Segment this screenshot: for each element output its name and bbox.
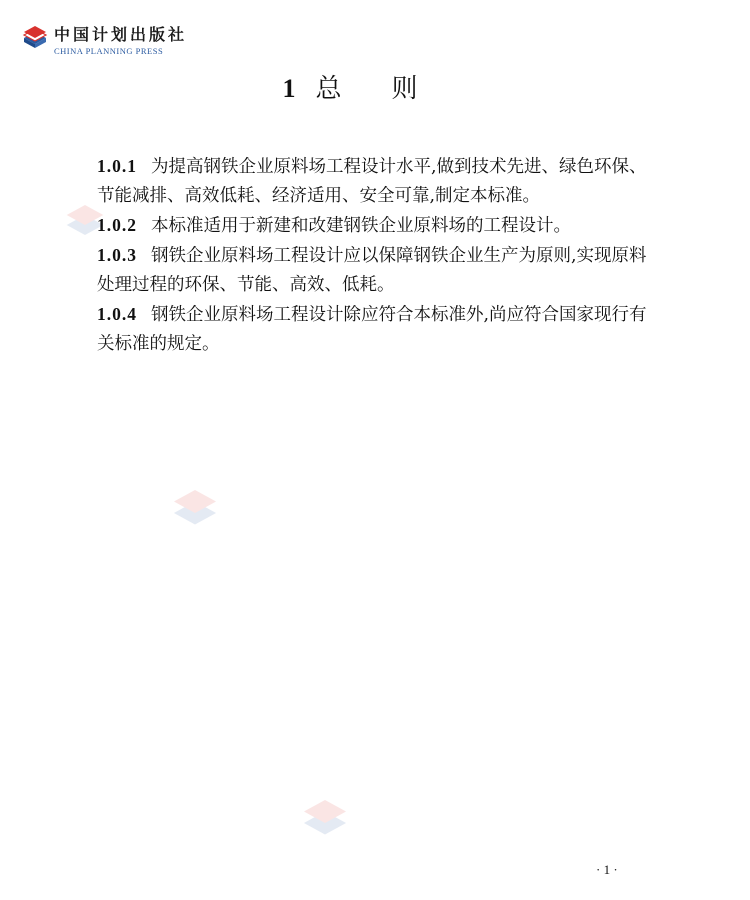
section-title-text: 总则 <box>315 74 468 104</box>
clause-1-0-1 <box>97 152 652 211</box>
book-stack-icon <box>22 26 48 50</box>
section-number: 1 <box>282 74 296 103</box>
section-title <box>0 68 750 105</box>
clause-text: 钢铁企业原料场工程设计除应符合本标准外,尚应符合国家现行有关标准的规定。 <box>97 305 647 354</box>
clause-list <box>97 152 652 359</box>
clause-1-0-2 <box>97 211 652 241</box>
clause-1-0-3 <box>97 241 652 300</box>
clause-1-0-4 <box>97 300 652 359</box>
clause-number: 1.0.3 <box>97 245 137 265</box>
publisher-name-en: CHINA PLANNING PRESS <box>54 46 164 56</box>
page-number: · 1 · <box>596 862 618 877</box>
clause-number: 1.0.2 <box>97 215 137 235</box>
clause-number: 1.0.4 <box>97 304 137 324</box>
clause-text: 为提高钢铁企业原料场工程设计水平,做到技术先进、绿色环保、节能减排、高效低耗、经济适用、安全可靠,制定本标准。 <box>97 157 647 206</box>
watermark-logo <box>290 800 360 846</box>
watermark-logo <box>160 490 230 536</box>
clause-text: 本标准适用于新建和改建钢铁企业原料场的工程设计。 <box>151 216 571 236</box>
clause-text: 钢铁企业原料场工程设计应以保障钢铁企业生产为原则,实现原料处理过程的环保、节能、高效、低耗。 <box>97 246 647 295</box>
publisher-logo <box>22 22 222 62</box>
clause-number: 1.0.1 <box>97 156 137 176</box>
publisher-name-cn: 中国计划出版社 <box>54 25 188 44</box>
